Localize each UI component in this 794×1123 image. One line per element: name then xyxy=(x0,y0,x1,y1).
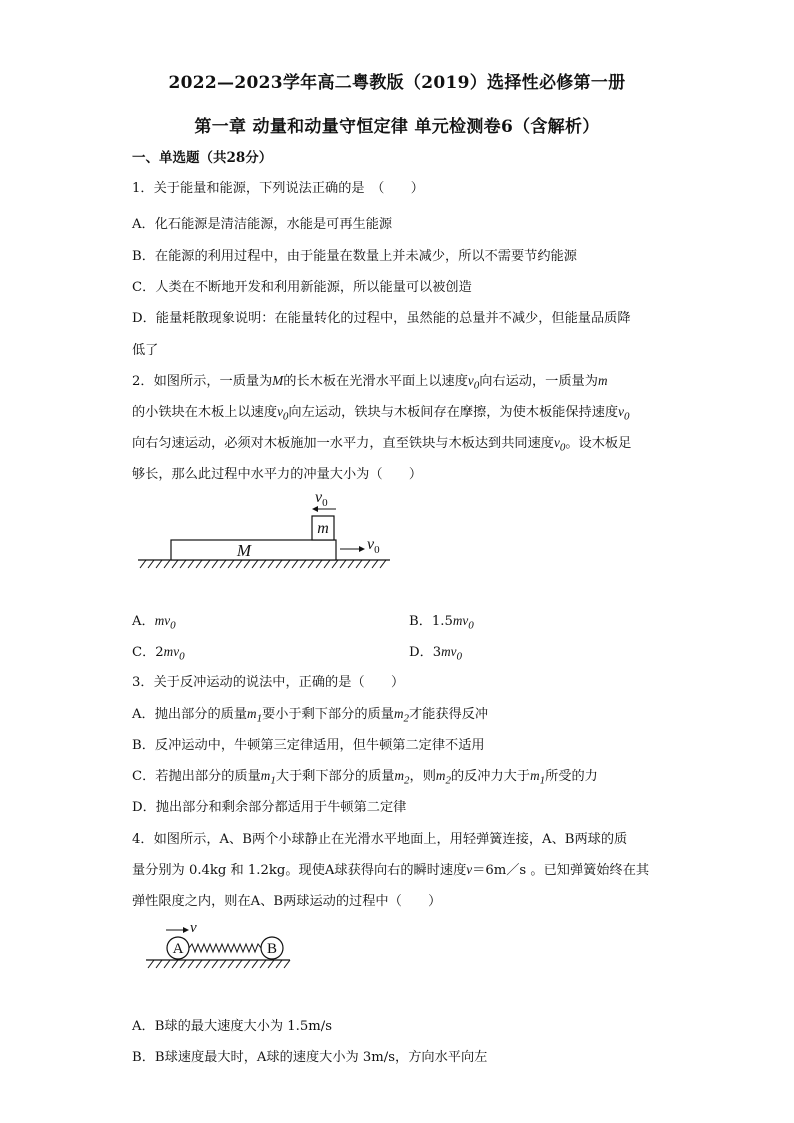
document-title-line2: 第一章 动量和动量守恒定律 单元检测卷6（含解析） xyxy=(194,117,600,137)
q1-option-b: B．在能源的利用过程中，由于能量在数量上并未减少，所以不需要节约能源 xyxy=(132,249,577,264)
q2-option-a: A．$mv_0$ xyxy=(132,613,176,632)
q4-stem-line1: 4．如图所示，A、B两个小球静止在光滑水平地面上，用轻弹簧连接，A、B两球的质 xyxy=(132,832,628,847)
block-label: m xyxy=(317,520,329,537)
q3-option-d: D．抛出部分和剩余部分都适用于牛顿第二定律 xyxy=(132,800,407,815)
document-title-line1: 2022—2023学年高二粤教版（2019）选择性必修第一册 xyxy=(168,73,626,93)
q3-stem: 3．关于反冲运动的说法中，正确的是（ ） xyxy=(132,675,405,690)
q1-stem: 1．关于能量和能源，下列说法正确的是 （ ） xyxy=(132,181,424,196)
mass-M: M xyxy=(272,373,284,388)
q2-option-b: B．$1.5mv_0$ xyxy=(409,613,474,632)
q3-option-c: C．若抛出部分的质量$m_1$大于剩下部分的质量$m_2$，则$m_2$的反冲力大于$m_1$所受的力 xyxy=(132,768,598,787)
board-velocity-label: $v_0$ xyxy=(367,536,380,556)
arrow-right-icon xyxy=(183,927,189,933)
q2-stem-line3: 向右匀速运动，必须对木板施加一水平力，直至铁块与木板达到共同速度$v_0$。设木板足 xyxy=(132,435,632,454)
q2-board-block-figure xyxy=(134,486,394,576)
ball-B-label: B xyxy=(266,941,278,957)
block-velocity-label: $v_0$ xyxy=(315,489,328,509)
mass-m: m xyxy=(597,373,608,388)
q2-option-d: D．$3mv_0$ xyxy=(409,644,463,663)
q4-stem-line2: 量分别为 0.4kg 和 1.2kg。现使A球获得向右的瞬时速度v＝6m／s 。已知弹簧始终在其 xyxy=(132,862,650,878)
q3-option-b: B．反冲运动中，牛顿第三定律适用，但牛顿第二定律不适用 xyxy=(132,738,485,753)
q2-stem-line4: 够长，那么此过程中水平力的冲量大小为（ ） xyxy=(132,467,423,482)
spring xyxy=(189,944,261,952)
arrow-right-icon xyxy=(359,546,365,552)
q4-option-a: A．B球的最大速度大小为 1.5m/s xyxy=(132,1019,332,1034)
q4-spring-balls-figure xyxy=(144,918,294,974)
q4-option-b: B．B球速度最大时，A球的速度大小为 3m/s，方向水平向左 xyxy=(132,1050,488,1065)
velocity-v0: $v_0$ xyxy=(554,435,566,454)
section-heading: 一、单选题（共28分） xyxy=(132,150,273,166)
board-label: M xyxy=(236,541,252,560)
q4-stem-line3: 弹性限度之内，则在A、B两球运动的过程中（ ） xyxy=(132,894,442,909)
q1-option-a: A．化石能源是清洁能源，水能是可再生能源 xyxy=(132,217,393,232)
q1-option-d: D．能量耗散现象说明：在能量转化的过程中，虽然能的总量并不减少，但能量品质降 xyxy=(132,311,631,326)
ball-velocity-label: v xyxy=(190,920,197,936)
ball-A-label: A xyxy=(172,941,184,957)
q3-option-a: A．抛出部分的质量$m_1$要小于剩下部分的质量$m_2$才能获得反冲 xyxy=(132,706,489,725)
q1-option-d-cont: 低了 xyxy=(132,343,159,358)
q2-stem-line1: 2．如图所示，一质量为M的长木板在光滑水平面上以速度$v_0$向右运动，一质量为m xyxy=(132,373,608,392)
q2-stem-line2: 的小铁块在木板上以速度$v_0$向左运动，铁块与木板间存在摩擦，为使木板能保持速度$v_0$ xyxy=(132,404,630,423)
velocity-v0: $v_0$ xyxy=(467,373,480,392)
q1-option-c: C．人类在不断地开发和利用新能源，所以能量可以被创造 xyxy=(132,280,472,295)
velocity-v0: $v_0$ xyxy=(277,404,289,423)
velocity-v: v xyxy=(466,862,473,877)
board-M xyxy=(171,540,336,560)
arrow-left-icon xyxy=(312,506,318,512)
q2-option-c: C．$2mv_0$ xyxy=(132,644,185,663)
velocity-v0: $v_0$ xyxy=(618,404,630,423)
